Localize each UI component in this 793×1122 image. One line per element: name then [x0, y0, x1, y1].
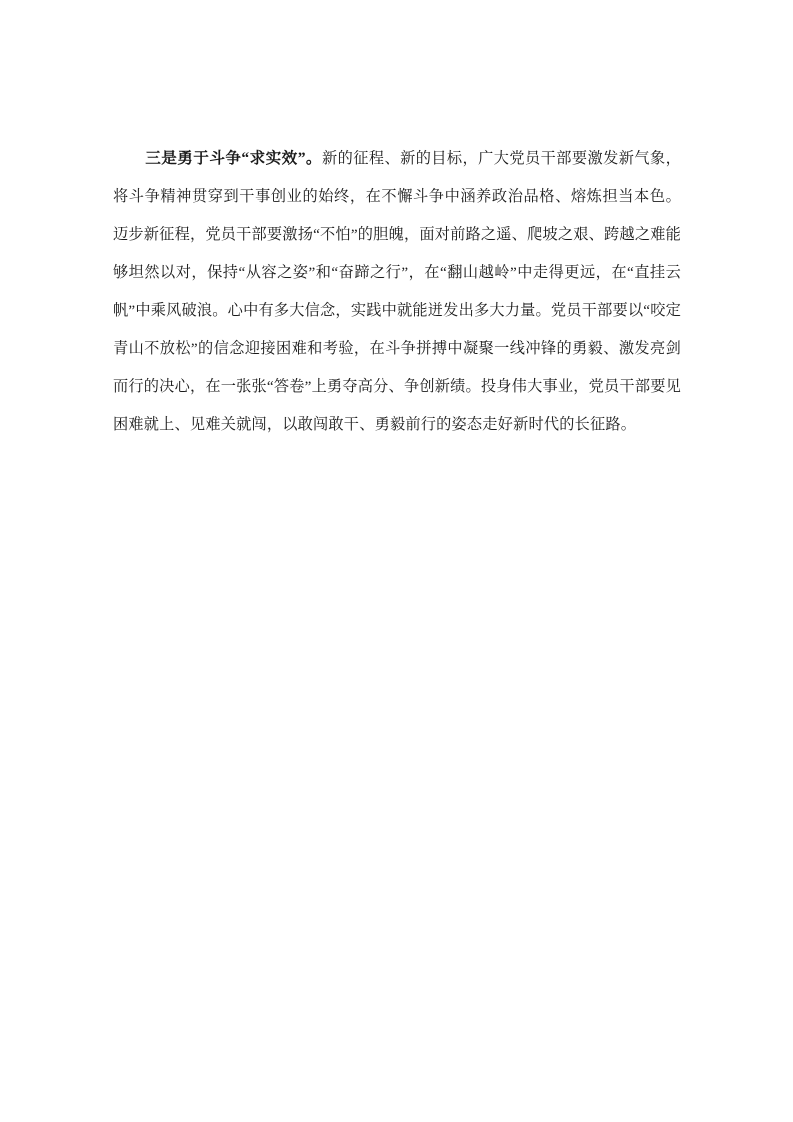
document-body: [113, 140, 681, 444]
paragraph-body-text: 新的征程、新的目标，广大党员干部要激发新气象，将斗争精神贯穿到干事创业的始终，在不懈斗争中涵养政治品格、熔炼担当本色。迈步新征程，党员干部要激扬“不怕”的胆魄，面对前路之遥、爬坡之艰、跨越之难能够坦然以对，保持“从容之姿”和“奋蹄之行”，在“翻山越岭”中走得更远，在“直挂云帆”中乘风破浪。心中有多大信念，实践中就能迸发出多大力量。党员干部要以“咬定青山不放松”的信念迎接困难和考验，在斗争拼搏中凝聚一线冲锋的勇毅、激发亮剑而行的决心，在一张张“答卷”上勇夺高分、争创新绩。投身伟大事业，党员干部要见困难就上、见难关就闯，以敢闯敢干、勇毅前行的姿态走好新时代的长征路。: [113, 150, 681, 433]
paragraph: [113, 140, 681, 444]
paragraph-lead-text: 三是勇于斗争“求实效”。: [145, 150, 322, 167]
